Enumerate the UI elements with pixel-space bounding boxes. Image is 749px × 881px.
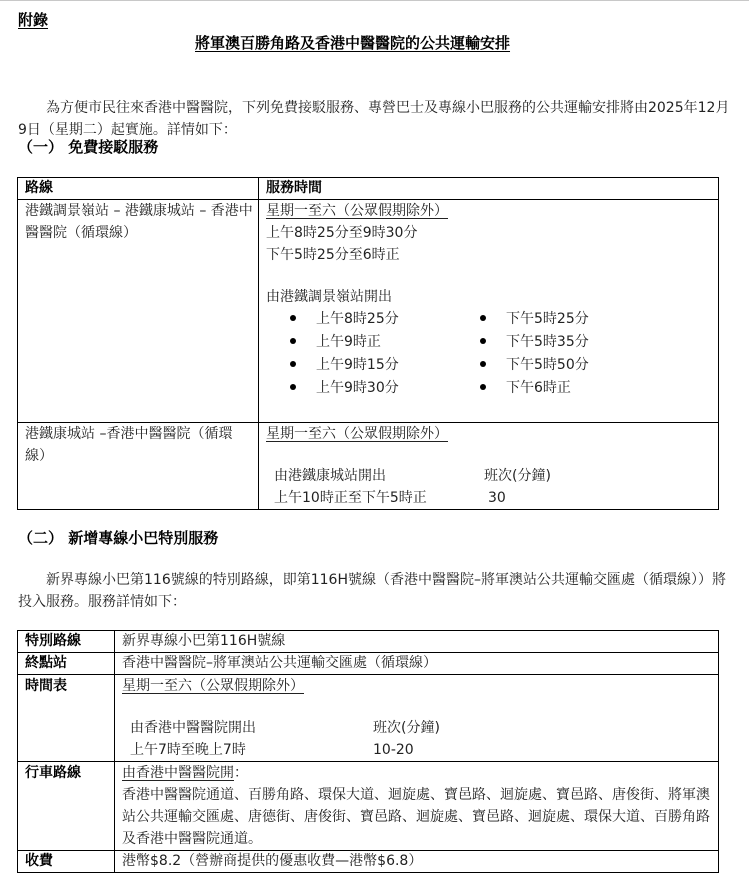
hours-cell: [259, 200, 719, 423]
section1-heading: （一） 免費接駁服務: [18, 138, 159, 156]
route-cell: [18, 200, 259, 423]
departure-label: 由港鐵調景嶺站開出: [266, 289, 392, 305]
header-route: 路線: [18, 178, 259, 200]
route-name: 港鐵調景嶺站 – 港鐵康城站 – 香港中醫醫院（循環線）: [25, 203, 253, 241]
terminus-label: 終點站: [18, 653, 115, 675]
document-title: 將軍澳百勝角路及香港中醫醫院的公共運輸安排: [195, 34, 511, 52]
special-route-value: 新界專線小巴第116H號線: [115, 631, 719, 653]
frequency-grid: [130, 717, 718, 761]
table-row: [18, 631, 719, 653]
list-item: 上午9時正: [290, 331, 480, 354]
table-row: [18, 675, 719, 762]
bullet-icon: [290, 384, 296, 390]
bullet-icon: [480, 315, 486, 321]
frequency-label: 班次(分鐘): [373, 720, 440, 736]
bullet-icon: [480, 384, 486, 390]
table-row: [18, 200, 719, 423]
table-row: [18, 851, 719, 873]
bullet-icon: [290, 338, 296, 344]
routing-label: 行車路線: [18, 762, 115, 851]
list-item: 上午9時15分: [290, 354, 480, 377]
frequency-value: 30: [488, 490, 506, 506]
departure-label: 由港鐵康城站開出: [274, 468, 386, 484]
frequency-label: 班次(分鐘): [484, 468, 551, 484]
routing-text: 香港中醫醫院通道、百勝角路、環保大道、迴旋處、寶邑路、迴旋處、寶邑路、唐俊街、將軍澳站公共運輸交匯處、唐德街、唐俊街、寶邑路、迴旋處、寶邑路、迴旋處、環保大道、百勝角路及香港中醫醫院通道。: [122, 787, 710, 847]
route-cell: [18, 423, 259, 510]
terminus-value: 香港中醫醫院–將軍澳站公共運輸交匯處（循環線）: [115, 653, 719, 675]
routing-from: 由香港中醫醫院開: [122, 765, 234, 781]
hours-cell: [259, 423, 719, 510]
period-pm: 下午5時25分至6時正: [266, 247, 400, 263]
route-name: 港鐵康城站 –香港中醫醫院（循環線）: [25, 426, 233, 464]
service-days: 星期一至六（公眾假期除外）: [266, 426, 448, 442]
header-service-hours: 服務時間: [259, 178, 719, 200]
list-item: 上午9時30分: [290, 377, 480, 400]
bullet-icon: [290, 315, 296, 321]
routing-cell: [115, 762, 719, 851]
minibus-service-table: [17, 630, 719, 873]
shuttle-service-table: [17, 177, 719, 510]
routing-colon: ：: [234, 765, 248, 781]
fare-label: 收費: [18, 851, 115, 873]
bullet-icon: [480, 338, 486, 344]
frequency-value: 10-20: [373, 742, 414, 758]
page-top-border: [0, 0, 749, 1]
timetable-cell: [115, 675, 719, 762]
intro-paragraph: [18, 97, 730, 141]
table-row: [18, 423, 719, 510]
timetable-days: 星期一至六（公眾假期除外）: [122, 678, 304, 694]
section2-intro: [18, 569, 730, 613]
period: 上午7時至晚上7時: [130, 742, 246, 758]
period: 上午10時正至下午5時正: [274, 490, 427, 506]
service-days: 星期一至六（公眾假期除外）: [266, 203, 448, 219]
list-item: 上午8時25分: [290, 308, 480, 331]
appendix-label: 附錄: [18, 11, 49, 29]
bullet-icon: [480, 361, 486, 367]
list-item: 下午6時正: [480, 377, 630, 400]
list-item: 下午5時25分: [480, 308, 630, 331]
timetable-label: 時間表: [18, 675, 115, 762]
section2-intro-text: 新界專線小巴第116號線的特別路線，即第116H號線（香港中醫醫院–將軍澳站公共運輸交匯處（循環線））將投入服務。服務詳情如下：: [18, 572, 726, 610]
section2-heading: （二） 新增專線小巴特別服務: [18, 529, 219, 547]
list-item: 下午5時35分: [480, 331, 630, 354]
period-am: 上午8時25分至9時30分: [266, 225, 418, 241]
departure-list: [290, 308, 718, 400]
table-header-row: [18, 178, 719, 200]
table-row: [18, 762, 719, 851]
fare-value: 港幣$8.2（營辦商提供的優惠收費—港幣$6.8）: [115, 851, 719, 873]
table-row: [18, 653, 719, 675]
frequency-grid: [274, 465, 718, 509]
bullet-icon: [290, 361, 296, 367]
special-route-label: 特別路線: [18, 631, 115, 653]
intro-text: 為方便市民往來香港中醫醫院，下列免費接駁服務、專營巴士及專線小巴服務的公共運輸安排將由2025年12月9日（星期二）起實施。詳情如下：: [18, 100, 730, 138]
departure-label: 由香港中醫醫院開出: [130, 720, 256, 736]
list-item: 下午5時50分: [480, 354, 630, 377]
